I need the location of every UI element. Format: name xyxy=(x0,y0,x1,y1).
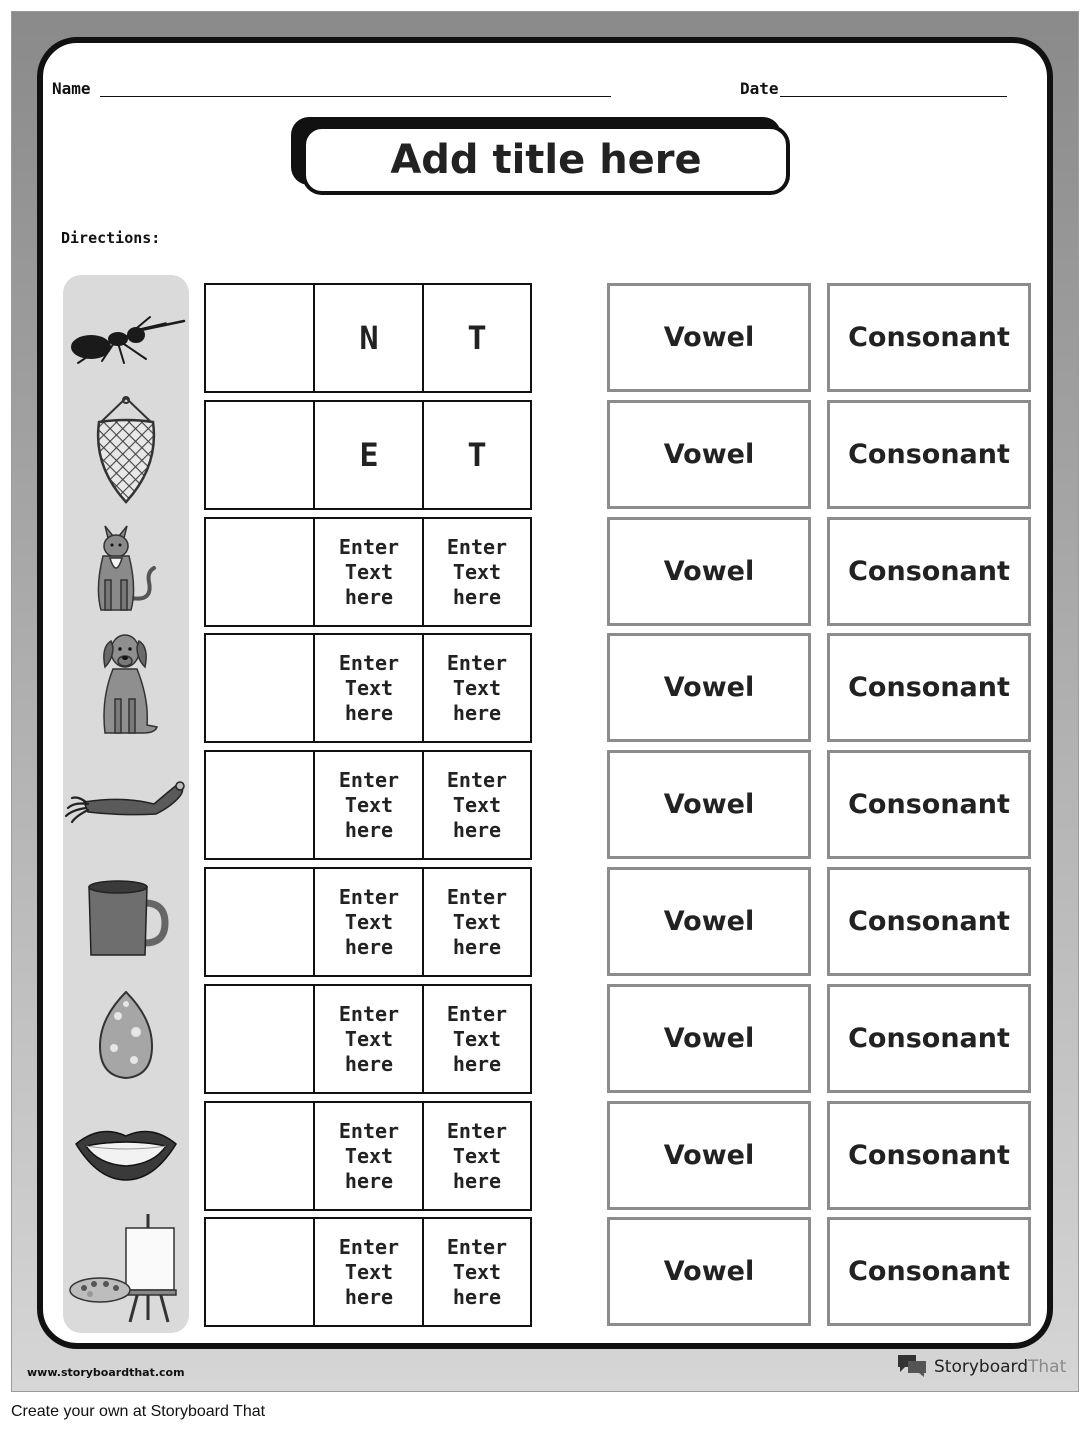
letter-cell-first[interactable] xyxy=(204,867,316,977)
vowel-option[interactable]: Vowel xyxy=(607,867,811,976)
consonant-option[interactable]: Consonant xyxy=(827,867,1031,976)
vowel-option[interactable]: Vowel xyxy=(607,750,811,859)
brand-name-light: That xyxy=(1028,1357,1067,1377)
name-label: Name xyxy=(52,79,91,98)
date-label: Date xyxy=(740,79,779,98)
page-title[interactable]: Add title here xyxy=(302,125,790,195)
consonant-option[interactable]: Consonant xyxy=(827,400,1031,509)
net-icon xyxy=(63,392,189,509)
letter-cell-third[interactable]: Enter Text here xyxy=(422,984,532,1094)
letter-cell-third[interactable]: Enter Text here xyxy=(422,633,532,743)
dog-icon xyxy=(63,625,189,742)
brand-logo[interactable] xyxy=(896,1354,1066,1380)
letter-cell-second[interactable]: E xyxy=(313,400,425,510)
letter-cell-third[interactable]: Enter Text here xyxy=(422,1101,532,1211)
letter-cell-first[interactable] xyxy=(204,283,316,393)
brand-name xyxy=(934,1357,1066,1377)
consonant-option[interactable]: Consonant xyxy=(827,633,1031,742)
letter-cell-third[interactable]: Enter Text here xyxy=(422,750,532,860)
vowel-option[interactable]: Vowel xyxy=(607,984,811,1093)
vowel-option[interactable]: Vowel xyxy=(607,517,811,626)
ant-icon xyxy=(63,275,189,392)
cat-icon xyxy=(63,509,189,626)
consonant-option[interactable]: Consonant xyxy=(827,517,1031,626)
arm-icon xyxy=(63,742,189,859)
letter-cell-second[interactable]: N xyxy=(313,283,425,393)
letter-cell-first[interactable] xyxy=(204,633,316,743)
directions-label: Directions: xyxy=(61,229,161,247)
date-input-line[interactable] xyxy=(780,96,1007,97)
name-input-line[interactable] xyxy=(100,96,611,97)
vowel-option[interactable]: Vowel xyxy=(607,1217,811,1326)
letter-cell-third[interactable]: Enter Text here xyxy=(422,517,532,627)
letter-cell-third[interactable]: Enter Text here xyxy=(422,1217,532,1327)
letter-cell-second[interactable]: Enter Text here xyxy=(313,750,425,860)
egg-icon xyxy=(63,976,189,1093)
consonant-option[interactable]: Consonant xyxy=(827,1217,1031,1326)
vowel-option[interactable]: Vowel xyxy=(607,283,811,392)
consonant-option[interactable]: Consonant xyxy=(827,1101,1031,1210)
letter-cell-first[interactable] xyxy=(204,750,316,860)
vowel-option[interactable]: Vowel xyxy=(607,1101,811,1210)
speech-bubbles-icon xyxy=(896,1353,928,1381)
letter-cell-first[interactable] xyxy=(204,517,316,627)
letter-cell-second[interactable]: Enter Text here xyxy=(313,867,425,977)
easel-icon xyxy=(63,1209,189,1326)
letter-cell-third[interactable]: T xyxy=(422,283,532,393)
footer-url[interactable]: www.storyboardthat.com xyxy=(27,1366,185,1379)
letter-cell-second[interactable]: Enter Text here xyxy=(313,517,425,627)
vowel-option[interactable]: Vowel xyxy=(607,633,811,742)
brand-name-dark: Storyboard xyxy=(934,1357,1028,1377)
letter-cell-second[interactable]: Enter Text here xyxy=(313,984,425,1094)
letter-cell-first[interactable] xyxy=(204,984,316,1094)
letter-cell-third[interactable]: T xyxy=(422,400,532,510)
consonant-option[interactable]: Consonant xyxy=(827,750,1031,859)
letter-cell-third[interactable]: Enter Text here xyxy=(422,867,532,977)
letter-cell-first[interactable] xyxy=(204,1217,316,1327)
lips-icon xyxy=(63,1093,189,1210)
letter-cell-second[interactable]: Enter Text here xyxy=(313,1101,425,1211)
consonant-option[interactable]: Consonant xyxy=(827,283,1031,392)
consonant-option[interactable]: Consonant xyxy=(827,984,1031,1093)
vowel-option[interactable]: Vowel xyxy=(607,400,811,509)
letter-cell-first[interactable] xyxy=(204,1101,316,1211)
letter-cell-second[interactable]: Enter Text here xyxy=(313,633,425,743)
mug-icon xyxy=(63,859,189,976)
credit-link[interactable]: Create your own at Storyboard That xyxy=(11,1403,266,1420)
letter-cell-second[interactable]: Enter Text here xyxy=(313,1217,425,1327)
letter-cell-first[interactable] xyxy=(204,400,316,510)
